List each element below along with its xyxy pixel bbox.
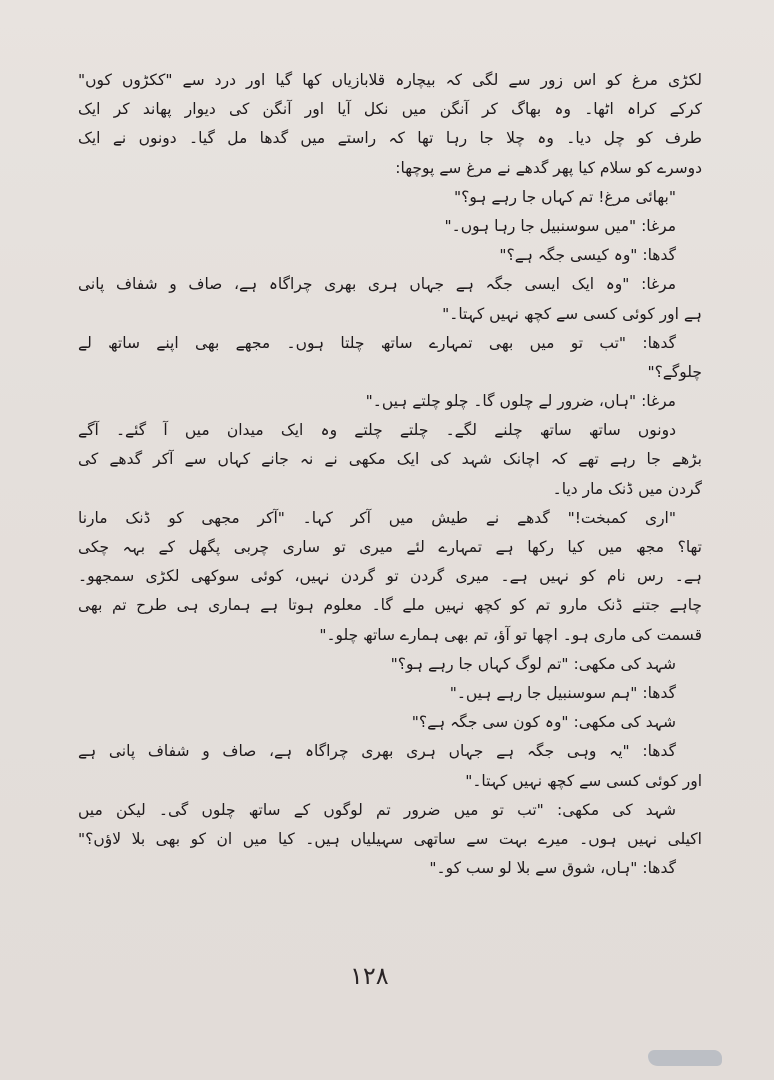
text-line: بڑھے جا رہے تھے کہ اچانک شہد کی ایک مکھی نے نہ جانے کہاں سے آکر گدھے کی	[78, 450, 702, 469]
text-line: دوسرے کو سلام کیا پھر گدھے نے مرغ سے پوچھا:	[395, 158, 702, 177]
paper-smudge	[648, 1050, 722, 1066]
text-line: مرغا: "وہ ایک ایسی جگہ ہے جہاں ہری بھری چراگاہ ہے، صاف و شفاف پانی	[78, 275, 676, 294]
text-line: کرکے کراہ اٹھا۔ وہ بھاگ کر آنگن میں نکل آیا اور آنگن کی دیوار پھاند کر ایک	[78, 100, 702, 119]
text-line: اور کوئی کسی سے کچھ نہیں کہتا۔"	[465, 771, 702, 790]
text-line: ہے۔ رس نام کو نہیں ہے۔ میری گردن تو گردن نہیں، کوئی سوکھی لکڑی سمجھو۔	[78, 567, 702, 586]
text-line: شہد کی مکھی: "تم لوگ کہاں جا رہے ہو؟"	[390, 654, 676, 673]
text-line: قسمت کی ماری ہو۔ اچھا تو آؤ، تم بھی ہمارے ساتھ چلو۔"	[319, 625, 702, 644]
text-line: چلوگے؟"	[647, 362, 702, 381]
text-line: "بھائی مرغ! تم کہاں جا رہے ہو؟"	[453, 187, 676, 206]
text-line: دونوں ساتھ ساتھ چلنے لگے۔ چلتے چلتے وہ ایک میدان میں آ گئے۔ آگے	[78, 421, 676, 440]
text-line: ہے اور کوئی کسی سے کچھ نہیں کہتا۔"	[442, 304, 702, 323]
page-number: ۱۲۸	[350, 962, 389, 990]
text-line: گدھا: "یہ وہی جگہ ہے جہاں ہری بھری چراگاہ ہے، صاف و شفاف پانی ہے	[78, 742, 676, 761]
text-line: "اری کمبخت!" گدھے نے طیش میں آکر کہا۔ "آکر مجھی کو ڈنک مارنا	[78, 508, 676, 527]
story-text	[78, 66, 702, 883]
text-line: تھا؟ مجھ میں کیا رکھا ہے تمہارے لئے میری تو ساری چربی پگھل کے بہہ چکی	[78, 538, 702, 556]
text-line: چاہے جتنے ڈنک مارو تم کو کچھ نہیں ملے گا۔ معلوم ہوتا ہے ہماری ہی طرح تم بھی	[78, 596, 702, 615]
text-line: گدھا: "ہم سوسنبیل جا رہے ہیں۔"	[449, 683, 676, 702]
text-line: طرف کو چل دیا۔ وہ چلا جا رہا تھا کہ راستے میں گدھا مل گیا۔ دونوں نے ایک	[78, 129, 702, 148]
text-line: شہد کی مکھی: "تب تو میں ضرور تم لوگوں کے ساتھ چلوں گی۔ لیکن میں	[78, 800, 676, 819]
text-line: مرغا: "میں سوسنبیل جا رہا ہوں۔"	[444, 216, 676, 235]
text-line: گدھا: "ہاں، شوق سے بلا لو سب کو۔"	[429, 859, 676, 878]
text-line: گدھا: "وہ کیسی جگہ ہے؟"	[499, 246, 676, 265]
text-line: اکیلی نہیں ہوں۔ میرے بہت سے ساتھی سہیلیاں ہیں۔ کیا میں ان کو بھی بلا لاؤں؟"	[78, 829, 702, 848]
text-line: لکڑی مرغ کو اس زور سے لگی کہ بیچارہ قلابازیاں کھا گیا اور درد سے "ککڑوں کوں"	[78, 71, 702, 89]
text-line: مرغا: "ہاں، ضرور لے چلوں گا۔ چلو چلتے ہیں۔"	[365, 392, 676, 411]
text-line: گردن میں ڈنک مار دیا۔	[552, 479, 702, 498]
text-line: شہد کی مکھی: "وہ کون سی جگہ ہے؟"	[411, 713, 676, 732]
text-line: گدھا: "تب تو میں بھی تمہارے ساتھ چلتا ہوں۔ مجھے بھی اپنے ساتھ لے	[78, 333, 676, 352]
